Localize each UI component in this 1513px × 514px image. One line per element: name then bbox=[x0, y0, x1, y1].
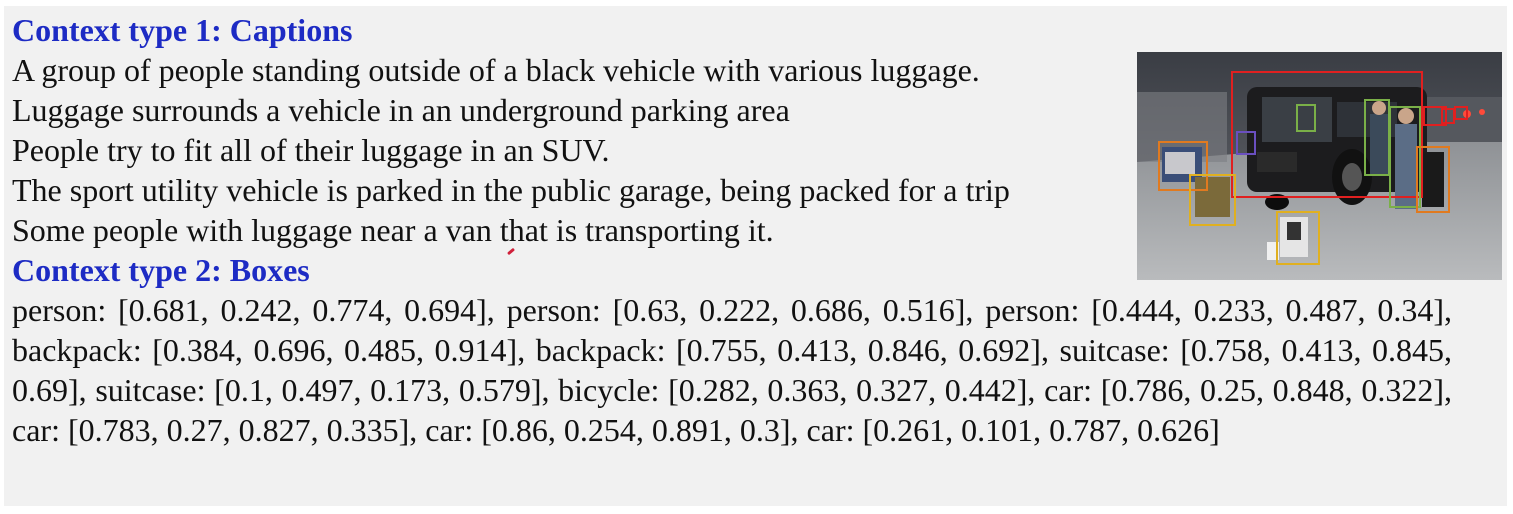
captions-list bbox=[12, 50, 1010, 250]
boxes-text: person: [0.681, 0.242, 0.774, 0.694], person: [0.63, 0.222, 0.686, 0.516], person: [0.444, 0.233, 0.487, 0.34], backpack: [0.384, 0.696, 0.485, 0.914], backpack: [0.755, 0.413, 0.846, 0.692], suitcase: [0.758, 0.413, 0.845, 0.69], suitcase: [0.1, 0.497, 0.173, 0.579], bicycle: [0.282, 0.363, 0.327, 0.442], car: [0.786, 0.25, 0.848, 0.322], car: [0.783, 0.27, 0.827, 0.335], car: [0.86, 0.254, 0.891, 0.3], car: [0.261, 0.101, 0.787, 0.626] bbox=[12, 292, 1452, 448]
caption-line: A group of people standing outside of a black vehicle with various luggage. bbox=[12, 52, 980, 88]
caption-line: The sport utility vehicle is parked in the public garage, being packed for a trip bbox=[12, 172, 1010, 208]
slide bbox=[4, 6, 1507, 506]
captions-heading: Context type 1: Captions bbox=[12, 12, 353, 48]
caption-line: People try to fit all of their luggage in an SUV. bbox=[12, 132, 610, 168]
boxes-heading: Context type 2: Boxes bbox=[12, 252, 310, 288]
caption-line: Luggage surrounds a vehicle in an underground parking area bbox=[12, 92, 790, 128]
photo-illustration bbox=[1137, 52, 1502, 280]
caption-line: Some people with luggage near a van that is transporting it. bbox=[12, 212, 774, 248]
parking-garage-photo bbox=[1137, 52, 1502, 280]
